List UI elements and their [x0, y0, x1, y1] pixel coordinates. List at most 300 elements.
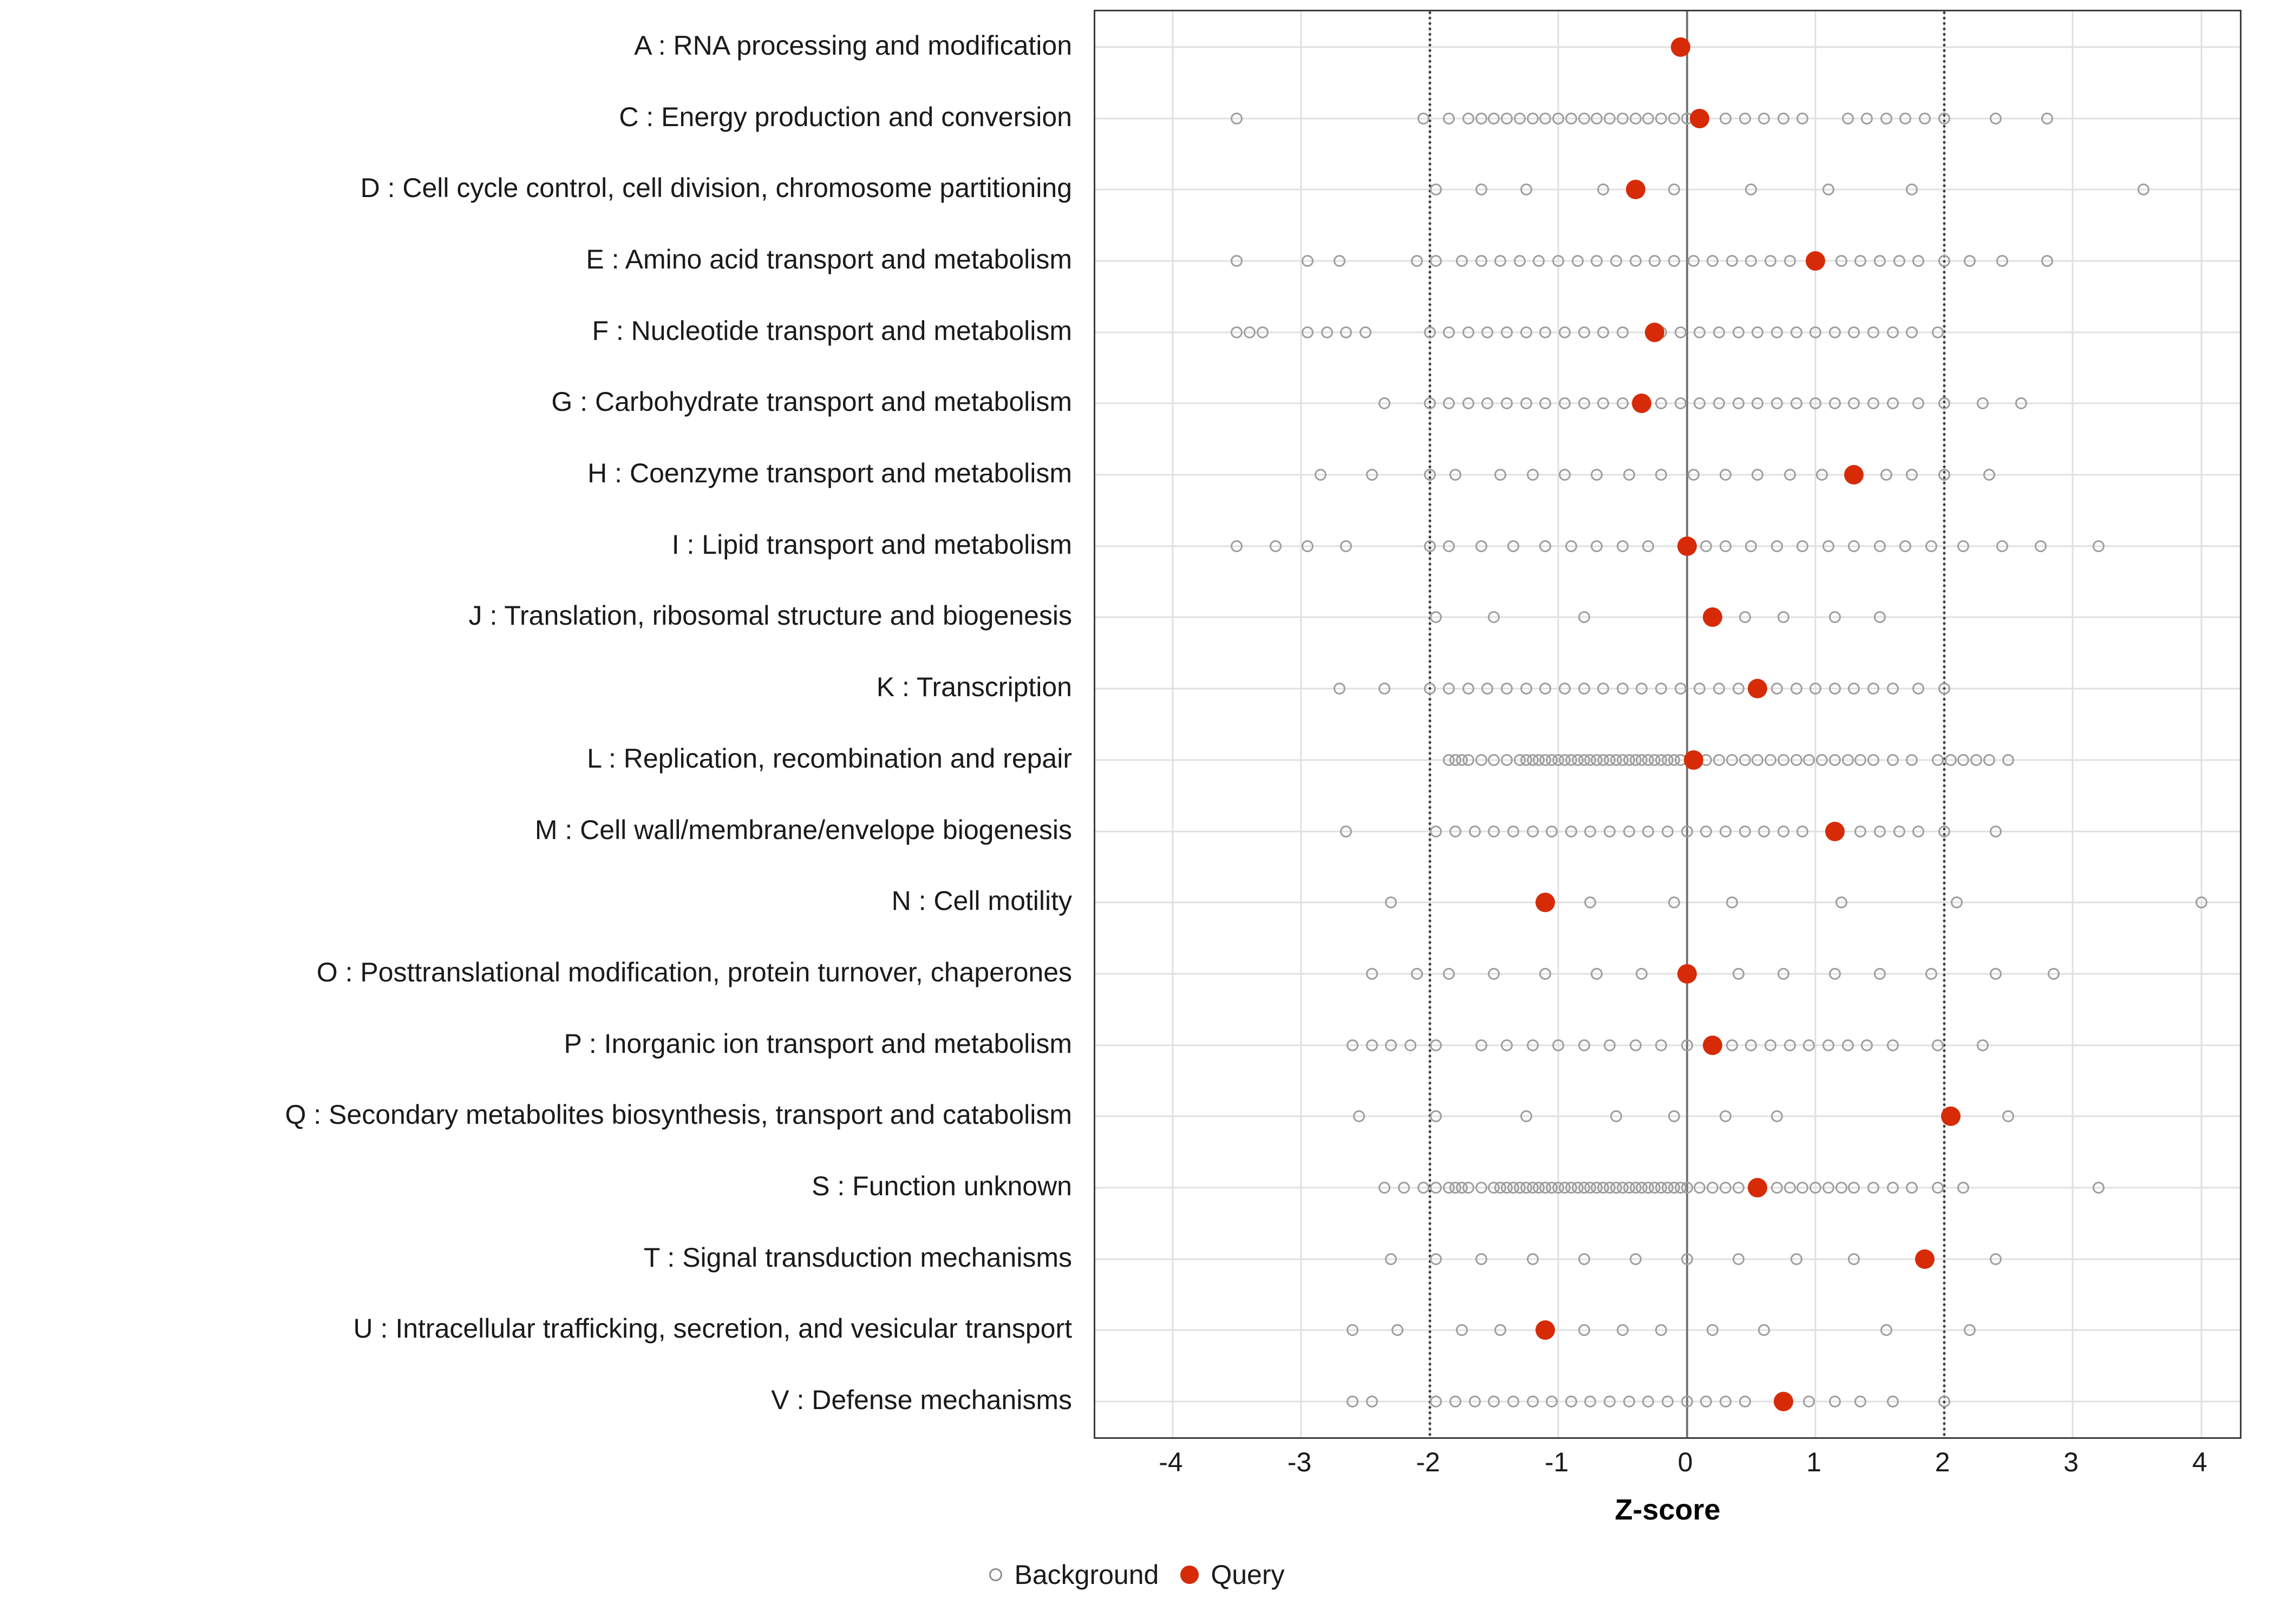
background-point	[1302, 540, 1314, 552]
background-point	[1462, 397, 1474, 409]
background-point	[1867, 683, 1879, 695]
background-point	[1385, 896, 1397, 908]
background-point	[1449, 469, 1461, 481]
background-point	[1733, 326, 1744, 338]
background-point	[1932, 326, 1944, 338]
background-point	[1957, 540, 1969, 552]
background-point	[1874, 968, 1886, 980]
background-point	[1796, 1182, 1808, 1194]
query-point	[1626, 180, 1645, 199]
background-point	[1597, 326, 1609, 338]
background-point	[1520, 683, 1532, 695]
background-point	[1822, 1182, 1834, 1194]
background-point	[1244, 326, 1256, 338]
legend-item-background	[989, 1559, 1159, 1590]
background-point	[1694, 1182, 1706, 1194]
background-point	[1559, 469, 1571, 481]
background-point	[1662, 1396, 1674, 1407]
background-point	[1630, 113, 1642, 125]
background-point	[1655, 397, 1667, 409]
background-point	[1430, 1253, 1442, 1265]
background-point	[1945, 754, 1957, 766]
background-point	[1765, 1039, 1776, 1051]
background-point	[1778, 611, 1789, 623]
background-point	[1861, 113, 1873, 125]
background-point	[1231, 540, 1243, 552]
background-point	[1752, 326, 1763, 338]
background-point	[1867, 754, 1879, 766]
background-point	[1932, 1182, 1944, 1194]
background-point	[1552, 255, 1564, 267]
background-point	[1854, 1396, 1866, 1407]
background-point	[1765, 754, 1776, 766]
category-label: U : Intracellular trafficking, secretion, and vesicular transport	[353, 1313, 1072, 1344]
background-point	[1417, 1182, 1429, 1194]
background-point	[1539, 968, 1551, 980]
background-point	[1617, 1324, 1629, 1336]
background-point	[1481, 683, 1493, 695]
background-point	[1591, 469, 1603, 481]
horizontal-gridline	[1095, 474, 2240, 476]
background-point	[1636, 683, 1648, 695]
background-point	[1829, 397, 1841, 409]
background-point	[1231, 255, 1243, 267]
background-point	[1733, 968, 1744, 980]
vertical-gridline	[2200, 11, 2202, 1437]
background-point	[1707, 1182, 1718, 1194]
background-point	[1488, 113, 1500, 125]
x-tick-label: -3	[1287, 1447, 1312, 1477]
background-point	[1990, 1253, 2002, 1265]
background-point	[1688, 255, 1700, 267]
background-point	[1906, 754, 1918, 766]
background-point	[1733, 397, 1744, 409]
background-point	[1752, 397, 1763, 409]
background-point	[1694, 683, 1706, 695]
background-point	[1231, 113, 1243, 125]
background-point	[1842, 754, 1854, 766]
background-point	[1835, 1182, 1847, 1194]
background-point	[1745, 1039, 1757, 1051]
background-point	[1443, 397, 1455, 409]
query-point	[1535, 893, 1555, 912]
background-point	[1771, 326, 1783, 338]
background-point	[1565, 540, 1577, 552]
background-point	[1822, 1039, 1834, 1051]
background-point	[1996, 540, 2008, 552]
x-tick-label: -4	[1159, 1447, 1183, 1477]
background-point	[1681, 1039, 1693, 1051]
open-circle-icon	[989, 1568, 1002, 1581]
background-point	[1675, 683, 1687, 695]
x-tick-label: 2	[1935, 1447, 1950, 1477]
background-point	[1932, 1039, 1944, 1051]
background-point	[1752, 754, 1763, 766]
background-point	[1938, 683, 1950, 695]
background-point	[1880, 113, 1892, 125]
background-point	[1925, 540, 1937, 552]
background-point	[1507, 1396, 1519, 1407]
background-point	[1604, 113, 1616, 125]
background-point	[1385, 1039, 1397, 1051]
background-point	[1771, 1110, 1783, 1122]
background-point	[1816, 469, 1828, 481]
background-point	[1391, 1324, 1403, 1336]
background-point	[1578, 1039, 1590, 1051]
background-point	[1809, 1182, 1821, 1194]
background-point	[1552, 113, 1564, 125]
x-axis-title: Z-score	[1615, 1494, 1721, 1526]
background-point	[1539, 540, 1551, 552]
background-point	[1758, 1324, 1770, 1336]
background-point	[1610, 1110, 1622, 1122]
background-point	[1488, 1396, 1500, 1407]
background-point	[2041, 113, 2053, 125]
background-point	[1791, 683, 1802, 695]
background-point	[1996, 255, 2008, 267]
query-point	[1774, 1392, 1793, 1411]
threshold-line	[1943, 11, 1945, 1437]
query-point	[1748, 1178, 1767, 1197]
background-point	[1990, 826, 2002, 837]
x-tick-label: 1	[1806, 1447, 1822, 1477]
background-point	[1758, 113, 1770, 125]
background-point	[1887, 397, 1899, 409]
query-point	[1703, 607, 1722, 627]
background-point	[1494, 1324, 1506, 1336]
background-point	[1932, 754, 1944, 766]
background-point	[1791, 754, 1802, 766]
background-point	[1597, 184, 1609, 195]
background-point	[1642, 113, 1654, 125]
background-point	[1938, 469, 1950, 481]
background-point	[1449, 826, 1461, 837]
background-point	[1520, 326, 1532, 338]
x-tick-label: 0	[1677, 1447, 1693, 1477]
background-point	[1784, 1039, 1796, 1051]
background-point	[1378, 397, 1390, 409]
background-point	[1758, 826, 1770, 837]
background-point	[1443, 113, 1455, 125]
background-point	[1488, 754, 1500, 766]
background-point	[1424, 683, 1436, 695]
background-point	[1880, 1324, 1892, 1336]
background-point	[1604, 1396, 1616, 1407]
category-label: J : Translation, ribosomal structure and biogenesis	[468, 600, 1072, 631]
category-label: A : RNA processing and modification	[634, 30, 1072, 61]
background-point	[1475, 540, 1487, 552]
background-point	[1430, 1039, 1442, 1051]
background-point	[1514, 255, 1526, 267]
background-point	[1507, 540, 1519, 552]
background-point	[1867, 326, 1879, 338]
background-point	[1938, 397, 1950, 409]
background-point	[1366, 968, 1378, 980]
background-point	[1778, 113, 1789, 125]
background-point	[1861, 1039, 1873, 1051]
background-point	[1726, 754, 1738, 766]
background-point	[1964, 255, 1976, 267]
background-point	[1378, 1182, 1390, 1194]
background-point	[1887, 1182, 1899, 1194]
background-point	[1848, 1253, 1860, 1265]
background-point	[1565, 1396, 1577, 1407]
background-point	[2195, 896, 2207, 908]
background-point	[1424, 326, 1436, 338]
background-point	[1552, 1039, 1564, 1051]
background-point	[1475, 754, 1487, 766]
vertical-gridline	[1815, 11, 1816, 1437]
background-point	[1475, 1253, 1487, 1265]
background-point	[1874, 826, 1886, 837]
background-point	[1494, 255, 1506, 267]
query-point	[1748, 679, 1767, 698]
background-point	[1771, 683, 1783, 695]
background-point	[1803, 1039, 1815, 1051]
background-point	[1347, 1039, 1358, 1051]
x-axis-ticks	[1094, 1442, 2242, 1491]
background-point	[1707, 255, 1718, 267]
background-point	[1360, 326, 1371, 338]
background-point	[1591, 113, 1603, 125]
background-point	[1893, 255, 1905, 267]
x-tick-label: -2	[1416, 1447, 1440, 1477]
background-point	[1713, 326, 1725, 338]
background-point	[1443, 540, 1455, 552]
background-point	[1475, 113, 1487, 125]
background-point	[1739, 113, 1751, 125]
background-point	[1501, 326, 1513, 338]
background-point	[2093, 1182, 2105, 1194]
background-point	[1655, 683, 1667, 695]
background-point	[1584, 896, 1596, 908]
background-point	[1809, 326, 1821, 338]
background-point	[1539, 397, 1551, 409]
background-point	[1623, 826, 1635, 837]
background-point	[1578, 1324, 1590, 1336]
background-point	[1597, 397, 1609, 409]
background-point	[1822, 540, 1834, 552]
background-point	[1829, 754, 1841, 766]
background-point	[1835, 896, 1847, 908]
background-point	[1462, 1182, 1474, 1194]
background-point	[1591, 255, 1603, 267]
background-point	[1617, 540, 1629, 552]
background-point	[1630, 1253, 1642, 1265]
background-point	[1469, 1396, 1481, 1407]
background-point	[1488, 826, 1500, 837]
background-point	[1784, 469, 1796, 481]
background-point	[1507, 826, 1519, 837]
background-point	[1520, 1110, 1532, 1122]
vertical-gridline	[1301, 11, 1302, 1437]
background-point	[1848, 326, 1860, 338]
background-point	[1430, 1396, 1442, 1407]
background-point	[1430, 184, 1442, 195]
background-point	[1597, 683, 1609, 695]
background-point	[1720, 1396, 1731, 1407]
background-point	[1784, 1182, 1796, 1194]
query-point	[1535, 1320, 1555, 1340]
background-point	[1765, 255, 1776, 267]
background-point	[1713, 683, 1725, 695]
background-point	[1668, 255, 1680, 267]
background-point	[1385, 1253, 1397, 1265]
background-point	[1366, 469, 1378, 481]
background-point	[1745, 540, 1757, 552]
background-point	[1334, 683, 1345, 695]
background-point	[1700, 1396, 1712, 1407]
category-label: T : Signal transduction mechanisms	[643, 1242, 1072, 1273]
vertical-gridline	[1558, 11, 1559, 1437]
category-label: G : Carbohydrate transport and metabolism	[551, 387, 1072, 417]
background-point	[1340, 826, 1352, 837]
background-point	[1675, 326, 1687, 338]
background-point	[1867, 1182, 1879, 1194]
background-point	[1636, 968, 1648, 980]
background-point	[1809, 397, 1821, 409]
background-point	[1893, 826, 1905, 837]
category-label: K : Transcription	[876, 672, 1072, 703]
background-point	[1340, 540, 1352, 552]
background-point	[1270, 540, 1282, 552]
background-point	[1970, 754, 1982, 766]
background-point	[1501, 754, 1513, 766]
background-point	[1527, 1253, 1539, 1265]
background-point	[1501, 683, 1513, 695]
background-point	[1694, 326, 1706, 338]
background-point	[1559, 326, 1571, 338]
background-point	[1617, 397, 1629, 409]
background-point	[1771, 1182, 1783, 1194]
background-point	[1411, 255, 1423, 267]
background-point	[1591, 968, 1603, 980]
background-point	[1938, 1396, 1950, 1407]
background-point	[1430, 826, 1442, 837]
background-point	[1604, 826, 1616, 837]
background-point	[1829, 326, 1841, 338]
category-label: M : Cell wall/membrane/envelope biogenesis	[534, 814, 1072, 845]
background-point	[1745, 184, 1757, 195]
background-point	[1462, 113, 1474, 125]
category-label: C : Energy production and conversion	[619, 101, 1072, 132]
background-point	[1957, 754, 1969, 766]
background-point	[1617, 683, 1629, 695]
background-point	[1668, 1110, 1680, 1122]
background-point	[1527, 469, 1539, 481]
background-point	[1642, 826, 1654, 837]
background-point	[1591, 540, 1603, 552]
plot-panel	[1094, 10, 2242, 1439]
horizontal-gridline	[1095, 1330, 2240, 1331]
background-point	[1584, 826, 1596, 837]
background-point	[1610, 255, 1622, 267]
background-point	[1867, 397, 1879, 409]
query-point	[1645, 323, 1664, 342]
background-point	[1720, 1110, 1731, 1122]
background-point	[1604, 1039, 1616, 1051]
background-point	[1906, 326, 1918, 338]
background-point	[1745, 255, 1757, 267]
background-point	[1829, 611, 1841, 623]
category-label: F : Nucleotide transport and metabolism	[592, 315, 1072, 346]
background-point	[1977, 397, 1989, 409]
background-point	[1739, 754, 1751, 766]
horizontal-gridline	[1095, 973, 2240, 974]
legend-label-background: Background	[1014, 1560, 1159, 1590]
background-point	[1874, 611, 1886, 623]
background-point	[1925, 968, 1937, 980]
query-point	[1703, 1036, 1722, 1055]
query-point	[1825, 822, 1845, 841]
category-label: I : Lipid transport and metabolism	[671, 529, 1072, 560]
background-point	[1681, 826, 1693, 837]
background-point	[1630, 255, 1642, 267]
query-point	[1915, 1249, 1935, 1269]
background-point	[1443, 326, 1455, 338]
background-point	[1475, 184, 1487, 195]
background-point	[1938, 255, 1950, 267]
x-tick-label: -1	[1544, 1447, 1569, 1477]
background-point	[1623, 469, 1635, 481]
background-point	[1842, 113, 1854, 125]
background-point	[1688, 469, 1700, 481]
horizontal-gridline	[1095, 1044, 2240, 1046]
category-label: V : Defense mechanisms	[771, 1385, 1072, 1416]
background-point	[1353, 1110, 1365, 1122]
background-point	[1938, 826, 1950, 837]
background-point	[1848, 540, 1860, 552]
background-point	[2041, 255, 2053, 267]
background-point	[1957, 1182, 1969, 1194]
background-point	[1475, 1182, 1487, 1194]
horizontal-gridline	[1095, 617, 2240, 618]
background-point	[1990, 113, 2002, 125]
background-point	[1443, 683, 1455, 695]
query-point	[1632, 394, 1651, 413]
background-point	[1424, 469, 1436, 481]
background-point	[1733, 683, 1744, 695]
background-point	[1481, 326, 1493, 338]
background-point	[1572, 255, 1584, 267]
background-point	[1990, 968, 2002, 980]
background-point	[1527, 826, 1539, 837]
background-point	[1655, 469, 1667, 481]
background-point	[2048, 968, 2060, 980]
background-point	[1366, 1039, 1378, 1051]
y-axis-category-labels	[0, 0, 1088, 1440]
background-point	[1726, 896, 1738, 908]
background-point	[1527, 113, 1539, 125]
query-point	[1677, 964, 1697, 984]
background-point	[1617, 326, 1629, 338]
background-point	[1887, 683, 1899, 695]
category-label: L : Replication, recombination and repair	[587, 743, 1072, 774]
background-point	[1778, 754, 1789, 766]
background-point	[1681, 1253, 1693, 1265]
background-point	[1912, 683, 1924, 695]
background-point	[1906, 184, 1918, 195]
background-point	[1912, 397, 1924, 409]
background-point	[1475, 1039, 1487, 1051]
background-point	[1527, 1396, 1539, 1407]
background-point	[1347, 1396, 1358, 1407]
background-point	[1494, 469, 1506, 481]
background-point	[1771, 540, 1783, 552]
background-point	[1462, 326, 1474, 338]
background-point	[1887, 1396, 1899, 1407]
background-point	[1887, 326, 1899, 338]
